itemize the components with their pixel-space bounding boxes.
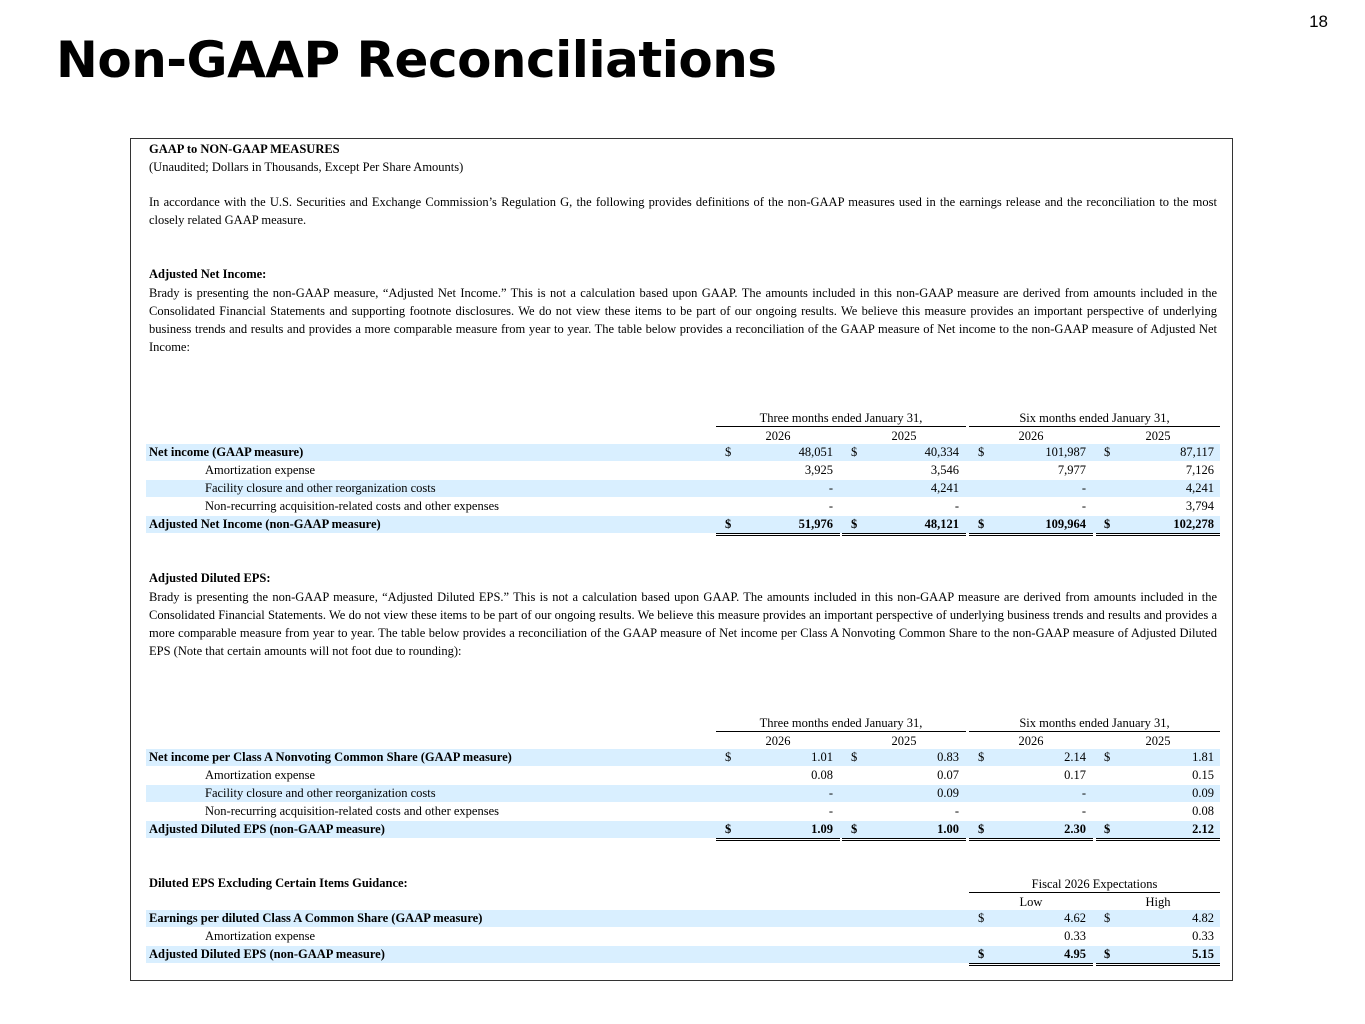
table-row-total <box>146 946 1220 963</box>
value-cell: 48,121 <box>924 517 959 531</box>
value-cell: 7,126 <box>1185 463 1214 477</box>
currency-symbol: $ <box>851 750 858 764</box>
value-cell: 1.00 <box>937 822 959 836</box>
value-cell: 2.14 <box>1064 750 1086 764</box>
six-months-header: Six months ended January 31, <box>969 715 1220 732</box>
year-header: 2025 <box>1096 428 1220 445</box>
intro-paragraph: In accordance with the U.S. Securities and Exchange Commission’s Regulation G, the following provides definitions of the non-GAAP measures used in the earnings release and the reconciliation to the most closely related GAAP measure. <box>149 195 1217 227</box>
value-cell: 3,794 <box>1185 499 1214 513</box>
value-cell: 4.95 <box>1064 947 1086 961</box>
currency-symbol: $ <box>725 517 732 531</box>
year-header: 2026 <box>969 733 1093 750</box>
value-cell: - <box>954 804 959 818</box>
value-cell: 0.08 <box>1192 804 1214 818</box>
value-cell: 48,051 <box>798 445 833 459</box>
row-label: Adjusted Diluted EPS (non-GAAP measure) <box>149 822 385 836</box>
value-cell: 0.09 <box>1192 786 1214 800</box>
currency-symbol: $ <box>851 517 858 531</box>
value-cell: - <box>828 786 833 800</box>
currency-symbol: $ <box>1104 445 1111 459</box>
value-cell: 51,976 <box>798 517 833 531</box>
currency-symbol: $ <box>978 750 985 764</box>
value-cell: 5.15 <box>1192 947 1214 961</box>
row-label: Facility closure and other reorganization costs <box>205 786 436 800</box>
table-row <box>146 462 1220 479</box>
currency-symbol: $ <box>851 445 858 459</box>
table-row <box>146 498 1220 515</box>
three-months-header: Three months ended January 31, <box>716 715 966 732</box>
value-cell: 3,925 <box>804 463 833 477</box>
value-cell: - <box>1081 481 1086 495</box>
year-header: 2025 <box>1096 733 1220 750</box>
currency-symbol: $ <box>978 947 985 961</box>
section-subtitle: (Unaudited; Dollars in Thousands, Except Per Share Amounts) <box>149 160 464 174</box>
value-cell: 102,278 <box>1173 517 1214 531</box>
year-header: 2026 <box>969 428 1093 445</box>
table-row <box>146 480 1220 497</box>
table-row <box>146 767 1220 784</box>
value-cell: 0.17 <box>1064 768 1086 782</box>
row-label: Amortization expense <box>205 929 316 943</box>
table-row-total <box>146 516 1220 533</box>
currency-symbol: $ <box>725 750 732 764</box>
value-cell: 0.08 <box>811 768 833 782</box>
value-cell: 1.01 <box>811 750 833 764</box>
value-cell: 109,964 <box>1045 517 1086 531</box>
value-cell: 4.62 <box>1064 911 1086 925</box>
currency-symbol: $ <box>1104 750 1111 764</box>
table-row <box>146 910 1220 927</box>
currency-symbol: $ <box>978 822 985 836</box>
table-row <box>146 444 1220 461</box>
value-cell: 4,241 <box>930 481 959 495</box>
currency-symbol: $ <box>1104 947 1111 961</box>
currency-symbol: $ <box>978 911 985 925</box>
value-cell: 0.15 <box>1192 768 1214 782</box>
value-cell: - <box>828 499 833 513</box>
row-label: Net income (GAAP measure) <box>149 445 304 459</box>
year-header: 2026 <box>716 733 840 750</box>
value-cell: 0.83 <box>937 750 959 764</box>
page-number: 18 <box>1309 12 1328 31</box>
value-cell: 3,546 <box>930 463 959 477</box>
currency-symbol: $ <box>725 822 732 836</box>
value-cell: 1.81 <box>1192 750 1214 764</box>
currency-symbol: $ <box>851 822 858 836</box>
adjusted-diluted-eps-heading: Adjusted Diluted EPS: <box>149 571 271 585</box>
currency-symbol: $ <box>1104 911 1111 925</box>
value-cell: 0.33 <box>1192 929 1214 943</box>
value-cell: 87,117 <box>1180 445 1214 459</box>
row-label: Non-recurring acquisition-related costs and other expenses <box>205 804 499 818</box>
row-label: Facility closure and other reorganization costs <box>205 481 436 495</box>
table-row-total <box>146 821 1220 838</box>
value-cell: - <box>828 804 833 818</box>
value-cell: - <box>954 499 959 513</box>
row-label: Non-recurring acquisition-related costs and other expenses <box>205 499 499 513</box>
value-cell: - <box>1081 499 1086 513</box>
value-cell: 4,241 <box>1185 481 1214 495</box>
value-cell: 0.09 <box>937 786 959 800</box>
adjusted-net-income-description: Brady is presenting the non-GAAP measure, “Adjusted Net Income.” This is not a calculation based upon GAAP. The amounts included in this non-GAAP measure are derived from amounts included in the Consolidated Financial Statements and supporting footnote disclosures. We do not view these items to be part of our ongoing results. We believe this measure provides an important perspective of underlying business trends and results and provides a more comparable measure from year to year. The table below provides a reconciliation of the GAAP measure of Net income to the non-GAAP measure of Adjusted Net Income: <box>149 286 1217 354</box>
row-label: Adjusted Net Income (non-GAAP measure) <box>149 517 381 531</box>
value-cell: 2.12 <box>1192 822 1214 836</box>
three-months-header: Three months ended January 31, <box>716 410 966 427</box>
value-cell: 4.82 <box>1192 911 1214 925</box>
value-cell: - <box>1081 786 1086 800</box>
adjusted-net-income-heading: Adjusted Net Income: <box>149 267 267 281</box>
currency-symbol: $ <box>1104 517 1111 531</box>
value-cell: 0.33 <box>1064 929 1086 943</box>
row-label: Amortization expense <box>205 463 316 477</box>
high-header: High <box>1096 894 1220 911</box>
value-cell: - <box>828 481 833 495</box>
year-header: 2025 <box>842 733 966 750</box>
value-cell: - <box>1081 804 1086 818</box>
row-label: Net income per Class A Nonvoting Common Share (GAAP measure) <box>149 750 512 764</box>
table-row <box>146 785 1220 802</box>
year-header: 2026 <box>716 428 840 445</box>
six-months-header: Six months ended January 31, <box>969 410 1220 427</box>
value-cell: 7,977 <box>1057 463 1086 477</box>
row-label: Earnings per diluted Class A Common Share (GAAP measure) <box>149 911 483 925</box>
value-cell: 40,334 <box>924 445 959 459</box>
currency-symbol: $ <box>725 445 732 459</box>
currency-symbol: $ <box>978 445 985 459</box>
page-title: Non-GAAP Reconciliations <box>56 31 777 89</box>
reconciliation-panel <box>130 138 1233 981</box>
table-row <box>146 928 1220 945</box>
row-label: Amortization expense <box>205 768 316 782</box>
table-row <box>146 749 1220 766</box>
currency-symbol: $ <box>1104 822 1111 836</box>
fiscal-expectations-header: Fiscal 2026 Expectations <box>969 876 1220 893</box>
year-header: 2025 <box>842 428 966 445</box>
row-label: Adjusted Diluted EPS (non-GAAP measure) <box>149 947 385 961</box>
value-cell: 0.07 <box>937 768 959 782</box>
value-cell: 2.30 <box>1064 822 1086 836</box>
guidance-heading: Diluted EPS Excluding Certain Items Guidance: <box>149 876 408 890</box>
value-cell: 1.09 <box>811 822 833 836</box>
adjusted-diluted-eps-description: Brady is presenting the non-GAAP measure, “Adjusted Diluted EPS.” This is not a calculation based upon GAAP. The amounts included in this non-GAAP measure are derived from amounts included in the Consolidated Financial Statements. We do not view these items to be part of our ongoing results. We believe this measure provides an important perspective of underlying business trends and results and provides a more comparable measure from year to year. The table below provides a reconciliation of the GAAP measure of Net income per Class A Nonvoting Common Share to the non-GAAP measure of Adjusted Diluted EPS (Note that certain amounts will not foot due to rounding): <box>149 590 1217 658</box>
table-row <box>146 803 1220 820</box>
low-header: Low <box>969 894 1093 911</box>
section-title: GAAP to NON-GAAP MEASURES <box>149 142 340 156</box>
value-cell: 101,987 <box>1045 445 1086 459</box>
currency-symbol: $ <box>978 517 985 531</box>
